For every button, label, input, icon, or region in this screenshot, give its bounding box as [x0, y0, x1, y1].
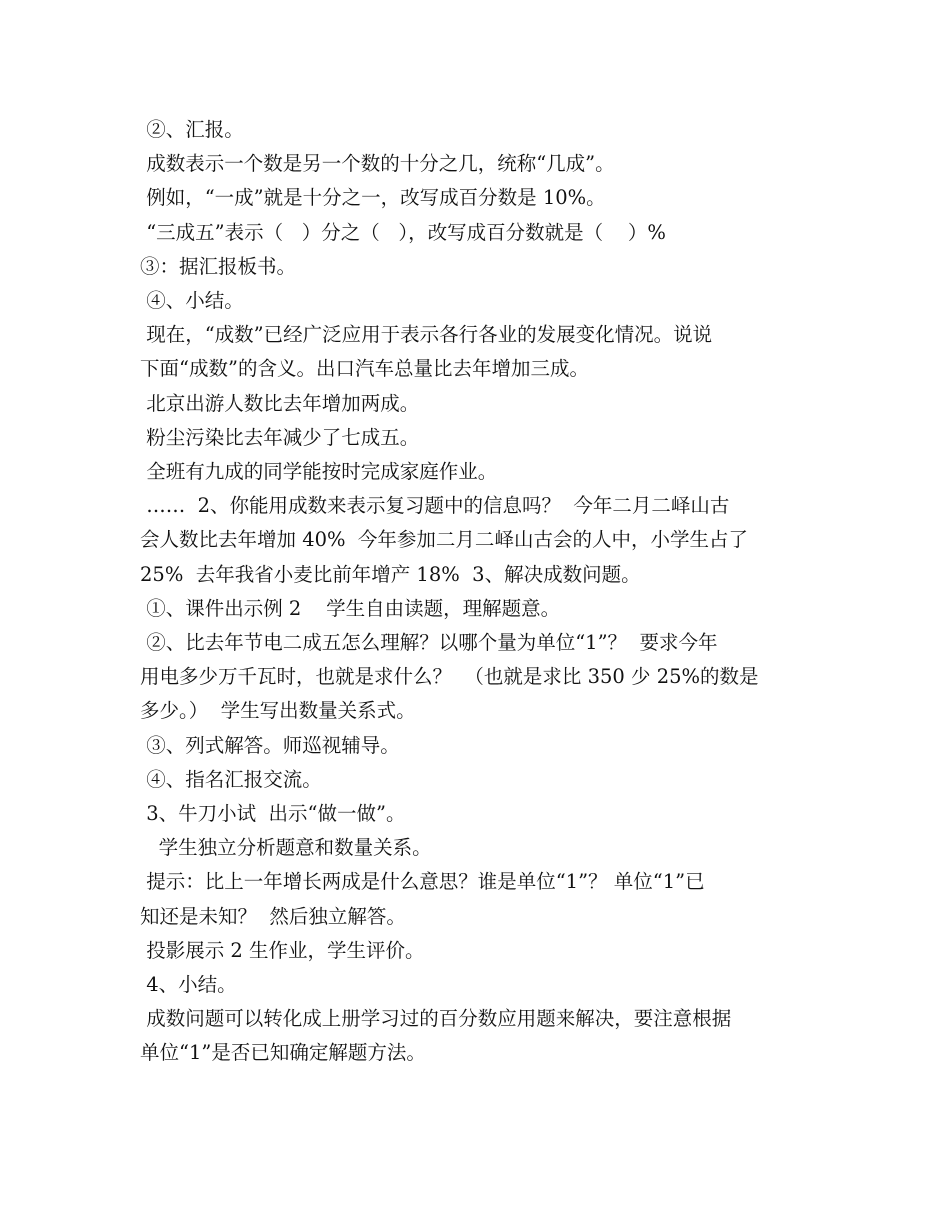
- text-line: 例如，“一成”就是十分之一，改写成百分数是 10%。: [140, 186, 606, 210]
- text-line: 会人数比去年增加 40% 今年参加二月二峄山古会的人中，小学生占了: [140, 528, 748, 552]
- text-line: 多少。） 学生写出数量关系式。: [140, 699, 416, 723]
- text-line: ③：据汇报板书。: [140, 254, 297, 278]
- text-line: 4、小结。: [140, 973, 237, 997]
- text-line: 用电多少万千瓦时，也就是求什么？ （也就是求比 350 少 25%的数是: [140, 665, 759, 689]
- text-line: “三成五”表示（ ）分之（ ），改写成百分数就是（ ）%: [140, 220, 666, 244]
- text-line: 成数表示一个数是另一个数的十分之几，统称“几成”。: [140, 152, 615, 176]
- text-line: ②、比去年节电二成五怎么理解？以哪个量为单位“1”？ 要求今年: [140, 631, 718, 655]
- text-line: ③、列式解答。师巡视辅导。: [140, 733, 400, 757]
- text-line: 投影展示 2 生作业，学生评价。: [140, 938, 425, 962]
- text-line: 粉尘污染比去年减少了七成五。: [140, 425, 420, 449]
- text-line: 学生独立分析题意和数量关系。: [140, 836, 432, 860]
- text-line: 25% 去年我省小麦比前年增产 18% 3、解决成数问题。: [140, 562, 641, 586]
- text-line: 下面“成数”的含义。出口汽车总量比去年增加三成。: [140, 357, 589, 381]
- text-line: 知还是未知？ 然后独立解答。: [140, 904, 406, 928]
- text-line: …… 2、你能用成数来表示复习题中的信息吗？ 今年二月二峄山古: [140, 494, 730, 518]
- text-line: ④、指名汇报交流。: [140, 767, 322, 791]
- text-line: 单位“1”是否已知确定解题方法。: [140, 1041, 426, 1065]
- text-line: 北京出游人数比去年增加两成。: [140, 391, 420, 415]
- text-line: 全班有九成的同学能按时完成家庭作业。: [140, 460, 498, 484]
- text-line: 现在，“成数”已经广泛应用于表示各行各业的发展变化情况。说说: [140, 323, 713, 347]
- document-body: [140, 113, 815, 1071]
- text-line: 成数问题可以转化成上册学习过的百分数应用题来解决，要注意根据: [140, 1007, 732, 1031]
- text-line: 提示：比上一年增长两成是什么意思？谁是单位“1”？ 单位“1”已: [140, 870, 705, 894]
- text-line: ①、课件出示例 2 学生自由读题，理解题意。: [140, 596, 561, 620]
- text-line: ②、汇报。: [140, 118, 244, 141]
- text-line: 3、牛刀小试 出示“做一做”。: [140, 802, 406, 826]
- text-line: ④、小结。: [140, 289, 244, 313]
